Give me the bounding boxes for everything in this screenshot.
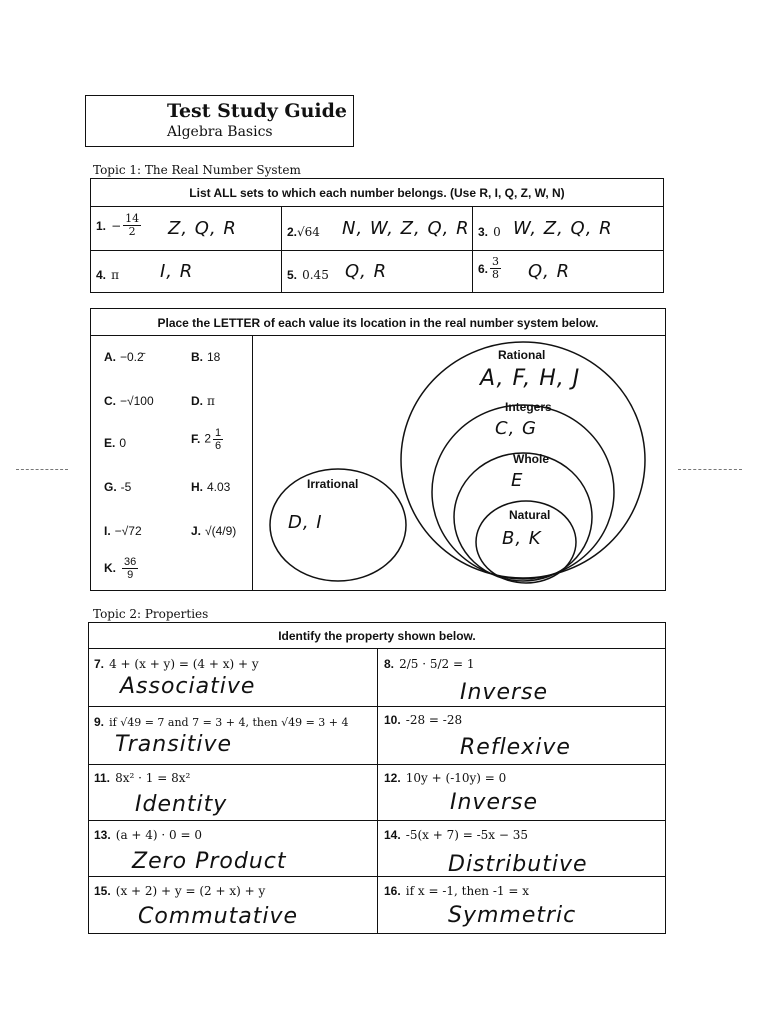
irrational-label: Irrational: [307, 477, 359, 491]
topic1-item-1: [96, 213, 143, 238]
option-k: [104, 556, 140, 581]
rational-answer: A, F, H, J: [480, 366, 581, 391]
option-i: [104, 524, 142, 538]
divider: [377, 648, 378, 934]
topic1-heading: List ALL sets to which each number belongs. (Use R, I, Q, Z, W, N): [189, 186, 565, 200]
option-h: [191, 480, 230, 494]
page-subtitle: Algebra Basics: [167, 124, 273, 140]
item-number: 9.: [94, 715, 105, 729]
fraction: [123, 213, 141, 238]
option-letter: J.: [191, 524, 202, 538]
answer-12: Inverse: [450, 790, 539, 815]
item-number: 7.: [94, 657, 105, 671]
number-system-diagram: [252, 335, 664, 590]
property-item-14: [384, 824, 528, 843]
option-value: −√72: [114, 524, 142, 538]
item-expression: (a + 4) · 0 = 0: [115, 828, 203, 842]
option-letter: F.: [191, 431, 201, 446]
item-expression: if √49 = 7 and 7 = 3 + 4, then √49 = 3 + 4: [109, 716, 349, 729]
page-title: Test Study Guide: [167, 100, 348, 122]
item-number: 16.: [384, 884, 401, 898]
item-number: 14.: [384, 828, 401, 842]
fraction-denominator: 2: [128, 225, 136, 238]
item-expression: 4 + (x + y) = (4 + x) + y: [109, 657, 259, 671]
fraction-numerator: 3: [492, 255, 500, 268]
fraction-numerator: 1: [215, 427, 222, 439]
option-letter: I.: [104, 524, 111, 538]
whole-label: Whole: [513, 452, 549, 466]
item-number: 11.: [94, 771, 111, 785]
option-value: −√100: [120, 394, 154, 408]
topic1-item-3: [478, 221, 501, 240]
topic2-label: Topic 2: Properties: [93, 607, 209, 621]
answer-9: Transitive: [115, 732, 233, 757]
item-number: 2.: [287, 225, 298, 239]
option-b: [191, 350, 220, 364]
property-item-13: [94, 824, 202, 843]
option-value: −0.2̄: [120, 350, 144, 364]
answer-6: Q, R: [528, 261, 571, 282]
item-expression: 2/5 · 5/2 = 1: [399, 657, 475, 671]
answer-11: Identity: [135, 792, 228, 817]
natural-label: Natural: [509, 508, 551, 522]
topic2-heading: Identify the property shown below.: [278, 629, 476, 643]
item-number: 13.: [94, 828, 111, 842]
margin-dash: [16, 469, 68, 470]
option-value: 4.03: [207, 480, 231, 494]
option-letter: H.: [191, 480, 203, 494]
item-number: 4.: [96, 268, 107, 282]
option-f: [191, 427, 225, 452]
item-expression: −: [111, 219, 122, 233]
answer-10: Reflexive: [460, 735, 571, 760]
property-item-8: [384, 653, 475, 672]
answer-3: W, Z, Q, R: [513, 218, 613, 239]
topic1-item-4: [96, 264, 119, 283]
property-item-11: [94, 767, 190, 786]
answer-13: Zero Product: [132, 849, 287, 874]
irrational-answer: D, I: [288, 512, 323, 533]
item-expression: π: [111, 268, 119, 282]
margin-dash: [678, 469, 742, 470]
answer-14: Distributive: [448, 852, 588, 877]
topic1-label: Topic 1: The Real Number System: [93, 163, 301, 177]
fraction-denominator: 9: [127, 569, 134, 581]
option-letter: D.: [191, 394, 203, 408]
item-number: 12.: [384, 771, 401, 785]
property-item-15: [94, 880, 265, 899]
answer-2: N, W, Z, Q, R: [342, 218, 470, 239]
item-expression: if x = -1, then -1 = x: [405, 884, 529, 898]
property-item-16: [384, 880, 529, 899]
topic1-item-2: [287, 221, 320, 240]
item-expression: √64: [297, 225, 320, 239]
option-g: [104, 480, 131, 494]
property-item-12: [384, 767, 506, 786]
option-value: 18: [207, 350, 221, 364]
item-expression: 8x² · 1 = 8x²: [115, 771, 191, 785]
item-expression: 0.45̄: [302, 268, 329, 282]
fraction-denominator: 8: [492, 268, 500, 281]
answer-4: I, R: [160, 261, 194, 282]
item-number: 1.: [96, 219, 107, 233]
natural-answer: B, K: [502, 528, 542, 549]
fraction: [213, 427, 223, 452]
answer-5: Q, R: [345, 261, 388, 282]
option-j: [191, 524, 236, 538]
property-item-7: [94, 653, 259, 672]
option-value: 2: [204, 431, 212, 446]
option-value: √(4/9): [205, 524, 237, 538]
item-expression: 0: [493, 225, 501, 239]
fraction: [122, 556, 138, 581]
property-item-9: [94, 711, 349, 730]
divider: [90, 206, 664, 207]
item-number: 6.: [478, 262, 489, 276]
item-number: 15.: [94, 884, 111, 898]
answer-1: Z, Q, R: [168, 218, 237, 239]
item-expression: -28 = -28: [405, 713, 463, 727]
item-number: 8.: [384, 657, 395, 671]
divider: [472, 206, 473, 293]
option-letter: G.: [104, 480, 117, 494]
item-expression: (x + 2) + y = (2 + x) + y: [115, 884, 266, 898]
answer-8: Inverse: [460, 680, 549, 705]
property-item-10: [384, 709, 462, 728]
rational-label: Rational: [498, 348, 546, 362]
item-expression: 10y + (-10y) = 0: [405, 771, 507, 785]
fraction-numerator: 14: [125, 212, 140, 225]
whole-answer: E: [511, 470, 524, 491]
item-number: 3.: [478, 225, 489, 239]
answer-15: Commutative: [138, 904, 299, 929]
option-d: [191, 394, 215, 408]
item-number: 5.: [287, 268, 298, 282]
option-value: π: [207, 394, 215, 408]
integers-label: Integers: [505, 400, 552, 414]
divider: [90, 250, 664, 251]
option-letter: A.: [104, 350, 116, 364]
divider: [281, 206, 282, 293]
option-a: [104, 350, 144, 364]
option-letter: B.: [191, 350, 203, 364]
option-value: 0: [119, 436, 127, 450]
item-expression: -5(x + 7) = -5x − 35: [405, 828, 529, 842]
answer-16: Symmetric: [448, 903, 577, 928]
topic1-item-5: [287, 264, 329, 283]
option-letter: C.: [104, 394, 116, 408]
answer-7: Associative: [120, 674, 256, 699]
fraction-denominator: 6: [215, 440, 222, 452]
option-letter: E.: [104, 436, 116, 450]
integers-answer: C, G: [495, 418, 537, 439]
fraction: [490, 256, 501, 281]
topic1-item-6: [478, 256, 503, 281]
option-letter: K.: [104, 560, 116, 575]
item-number: 10.: [384, 713, 401, 727]
placement-heading: Place the LETTER of each value its location in the real number system below.: [157, 316, 599, 330]
option-c: [104, 394, 154, 408]
option-value: -5: [120, 480, 132, 494]
fraction-numerator: 36: [124, 556, 137, 568]
option-e: [104, 436, 126, 450]
